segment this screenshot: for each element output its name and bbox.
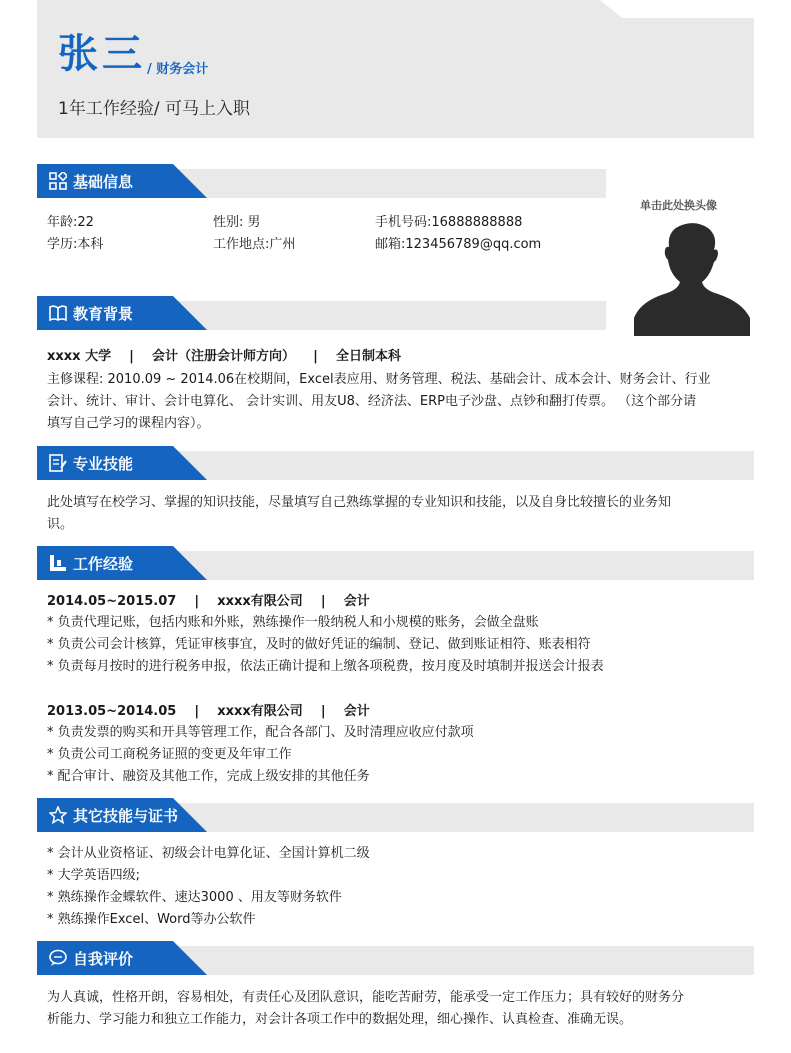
education-headline: xxxx 大学 | 会计（注册会计师方向） | 全日制本科 xyxy=(47,349,401,364)
job-duty: * 负责公司工商税务证照的变更及年审工作 xyxy=(47,747,292,762)
education-line: 主修课程: 2010.09 ~ 2014.06在校期间，Excel表应用、财务管理、税法、基础会计、成本会计、财务会计、行业 xyxy=(47,372,711,387)
self-evaluation-line: 为人真诚，性格开朗，容易相处，有责任心及团队意识，能吃苦耐劳，能承受一定工作压力；具有较好的财务分 xyxy=(47,990,685,1005)
education-line: 填写自己学习的课程内容）。 xyxy=(47,416,210,431)
skills-line: 此处填写在校学习、掌握的知识技能，尽量填写自己熟练掌握的专业知识和技能，以及自身比较擅长的业务知 xyxy=(47,495,672,510)
document-edit-icon xyxy=(49,454,67,472)
skills-line: 识。 xyxy=(47,517,74,532)
location-field: 工作地点:广州 xyxy=(213,237,296,252)
star-icon xyxy=(49,806,67,824)
header-notch xyxy=(622,0,754,18)
experience-subtitle: 1年工作经验/ 可马上入职 xyxy=(58,99,250,119)
briefcase-icon xyxy=(49,554,67,572)
email-field: 邮箱:123456789@qq.com xyxy=(375,237,542,252)
cert-item: * 大学英语四级; xyxy=(47,868,141,883)
book-icon xyxy=(49,304,67,322)
job-headline: 2013.05~2014.05 | xxxx有限公司 | 会计 xyxy=(47,704,370,719)
education-line: 会计、统计、审计、会计电算化、 会计实训、用友U8、经济法、ERP电子沙盘、点钞和翻打传票。 （这个部分请 xyxy=(47,394,697,409)
cert-item: * 熟练操作Excel、Word等办公软件 xyxy=(47,912,256,927)
section-certificates xyxy=(37,798,754,832)
header-notch-corner xyxy=(600,0,622,18)
job-duty: * 负责发票的购买和开具等管理工作，配合各部门、及时清理应收应付款项 xyxy=(47,725,474,740)
candidate-name: 张三 xyxy=(58,31,146,77)
section-basic-info xyxy=(37,164,754,198)
section-work-experience xyxy=(37,546,754,580)
section-title: 自我评价 xyxy=(73,950,134,968)
job-duty: * 配合审计、融资及其他工作，完成上级安排的其他任务 xyxy=(47,769,370,784)
phone-field: 手机号码:16888888888 xyxy=(375,215,523,230)
self-evaluation-line: 析能力、学习能力和独立工作能力，对会计各项工作中的数据处理，细心操作、认真检查、准确无误。 xyxy=(47,1012,633,1027)
section-title: 工作经验 xyxy=(73,555,134,573)
change-photo-label[interactable]: 单击此处换头像 xyxy=(640,199,717,212)
grid-icon xyxy=(49,172,67,190)
gender-field: 性别: 男 xyxy=(213,215,261,230)
section-title: 教育背景 xyxy=(73,305,134,323)
job-headline: 2014.05~2015.07 | xxxx有限公司 | 会计 xyxy=(47,594,370,609)
section-skills xyxy=(37,446,754,480)
job-duty: * 负责每月按时的进行税务申报，依法正确计提和上缴各项税费，按月度及时填制并报送会计报表 xyxy=(47,659,604,674)
section-title: 其它技能与证书 xyxy=(73,807,179,825)
education-field: 学历:本科 xyxy=(47,237,104,252)
cert-item: * 会计从业资格证、初级会计电算化证、全国计算机二级 xyxy=(47,846,370,861)
job-title: / 财务会计 xyxy=(147,62,209,77)
cert-item: * 熟练操作金蝶软件、速达3000 、用友等财务软件 xyxy=(47,890,342,905)
age-field: 年龄:22 xyxy=(47,215,94,230)
section-self-evaluation xyxy=(37,941,754,975)
chat-bubble-icon xyxy=(49,949,67,967)
section-title: 基础信息 xyxy=(73,173,134,191)
section-title: 专业技能 xyxy=(73,455,134,473)
section-education xyxy=(37,296,754,330)
job-duty: * 负责公司会计核算，凭证审核事宜，及时的做好凭证的编制、登记、做到账证相符、账表相符 xyxy=(47,637,591,652)
job-duty: * 负责代理记账，包括内账和外账，熟练操作一般纳税人和小规模的账务，会做全盘账 xyxy=(47,615,539,630)
